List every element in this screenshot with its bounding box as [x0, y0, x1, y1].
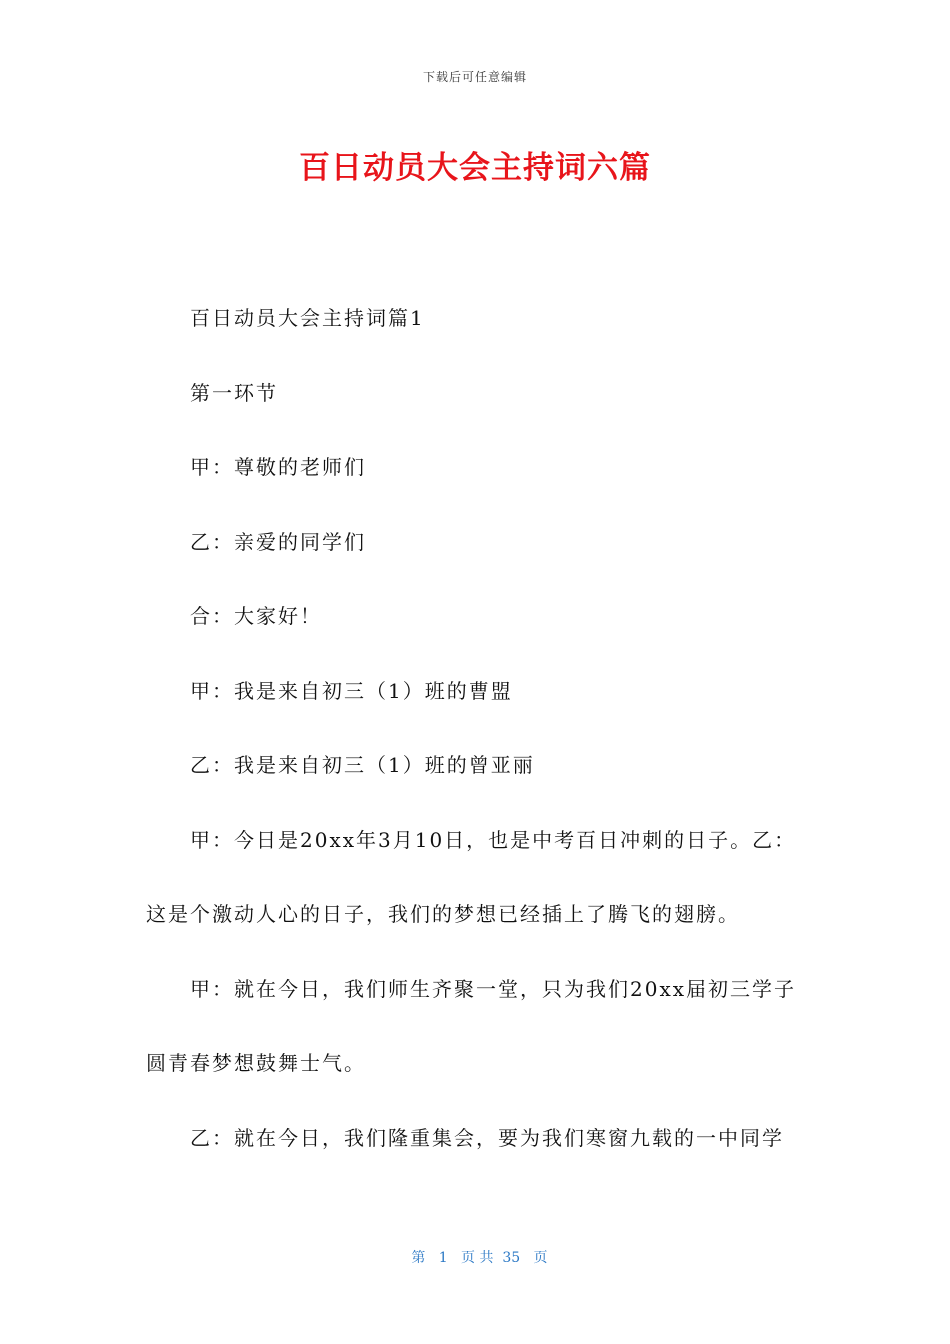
- document-title: 百日动员大会主持词六篇: [299, 150, 651, 186]
- paragraph: 甲：今日是20xx年3月10日，也是中考百日冲刺的日子。乙：: [190, 827, 797, 852]
- page-footer: [0, 1231, 950, 1267]
- paragraph: 第一环节: [190, 380, 278, 405]
- paragraph: 甲：就在今日，我们师生齐聚一堂，只为我们20xx届初三学子: [190, 976, 797, 1001]
- paragraph: 乙：亲爱的同学们: [190, 529, 366, 554]
- paragraph: 百日动员大会主持词篇1: [190, 306, 425, 330]
- paragraph: 圆青春梦想鼓舞士气。: [146, 1051, 366, 1075]
- paragraph: 甲：尊敬的老师们: [190, 455, 366, 479]
- paragraph: 合：大家好！: [190, 604, 322, 628]
- footer-page-number: 1: [438, 1250, 448, 1266]
- footer-middle: 页 共: [461, 1250, 494, 1266]
- paragraph: 甲：我是来自初三（1）班的曹盟: [190, 678, 513, 703]
- paragraph: 乙：就在今日，我们隆重集会，要为我们寒窗九载的一中同学: [190, 1125, 784, 1150]
- paragraph: 乙：我是来自初三（1）班的曾亚丽: [190, 753, 535, 777]
- footer-prefix: 第: [411, 1250, 426, 1266]
- paragraph: 这是个激动人心的日子，我们的梦想已经插上了腾飞的翅膀。: [146, 902, 740, 926]
- footer-total-pages: 35: [502, 1250, 521, 1266]
- header-note: 下载后可任意编辑: [422, 70, 527, 84]
- footer-suffix: 页: [533, 1250, 548, 1266]
- document-body: [146, 281, 806, 1175]
